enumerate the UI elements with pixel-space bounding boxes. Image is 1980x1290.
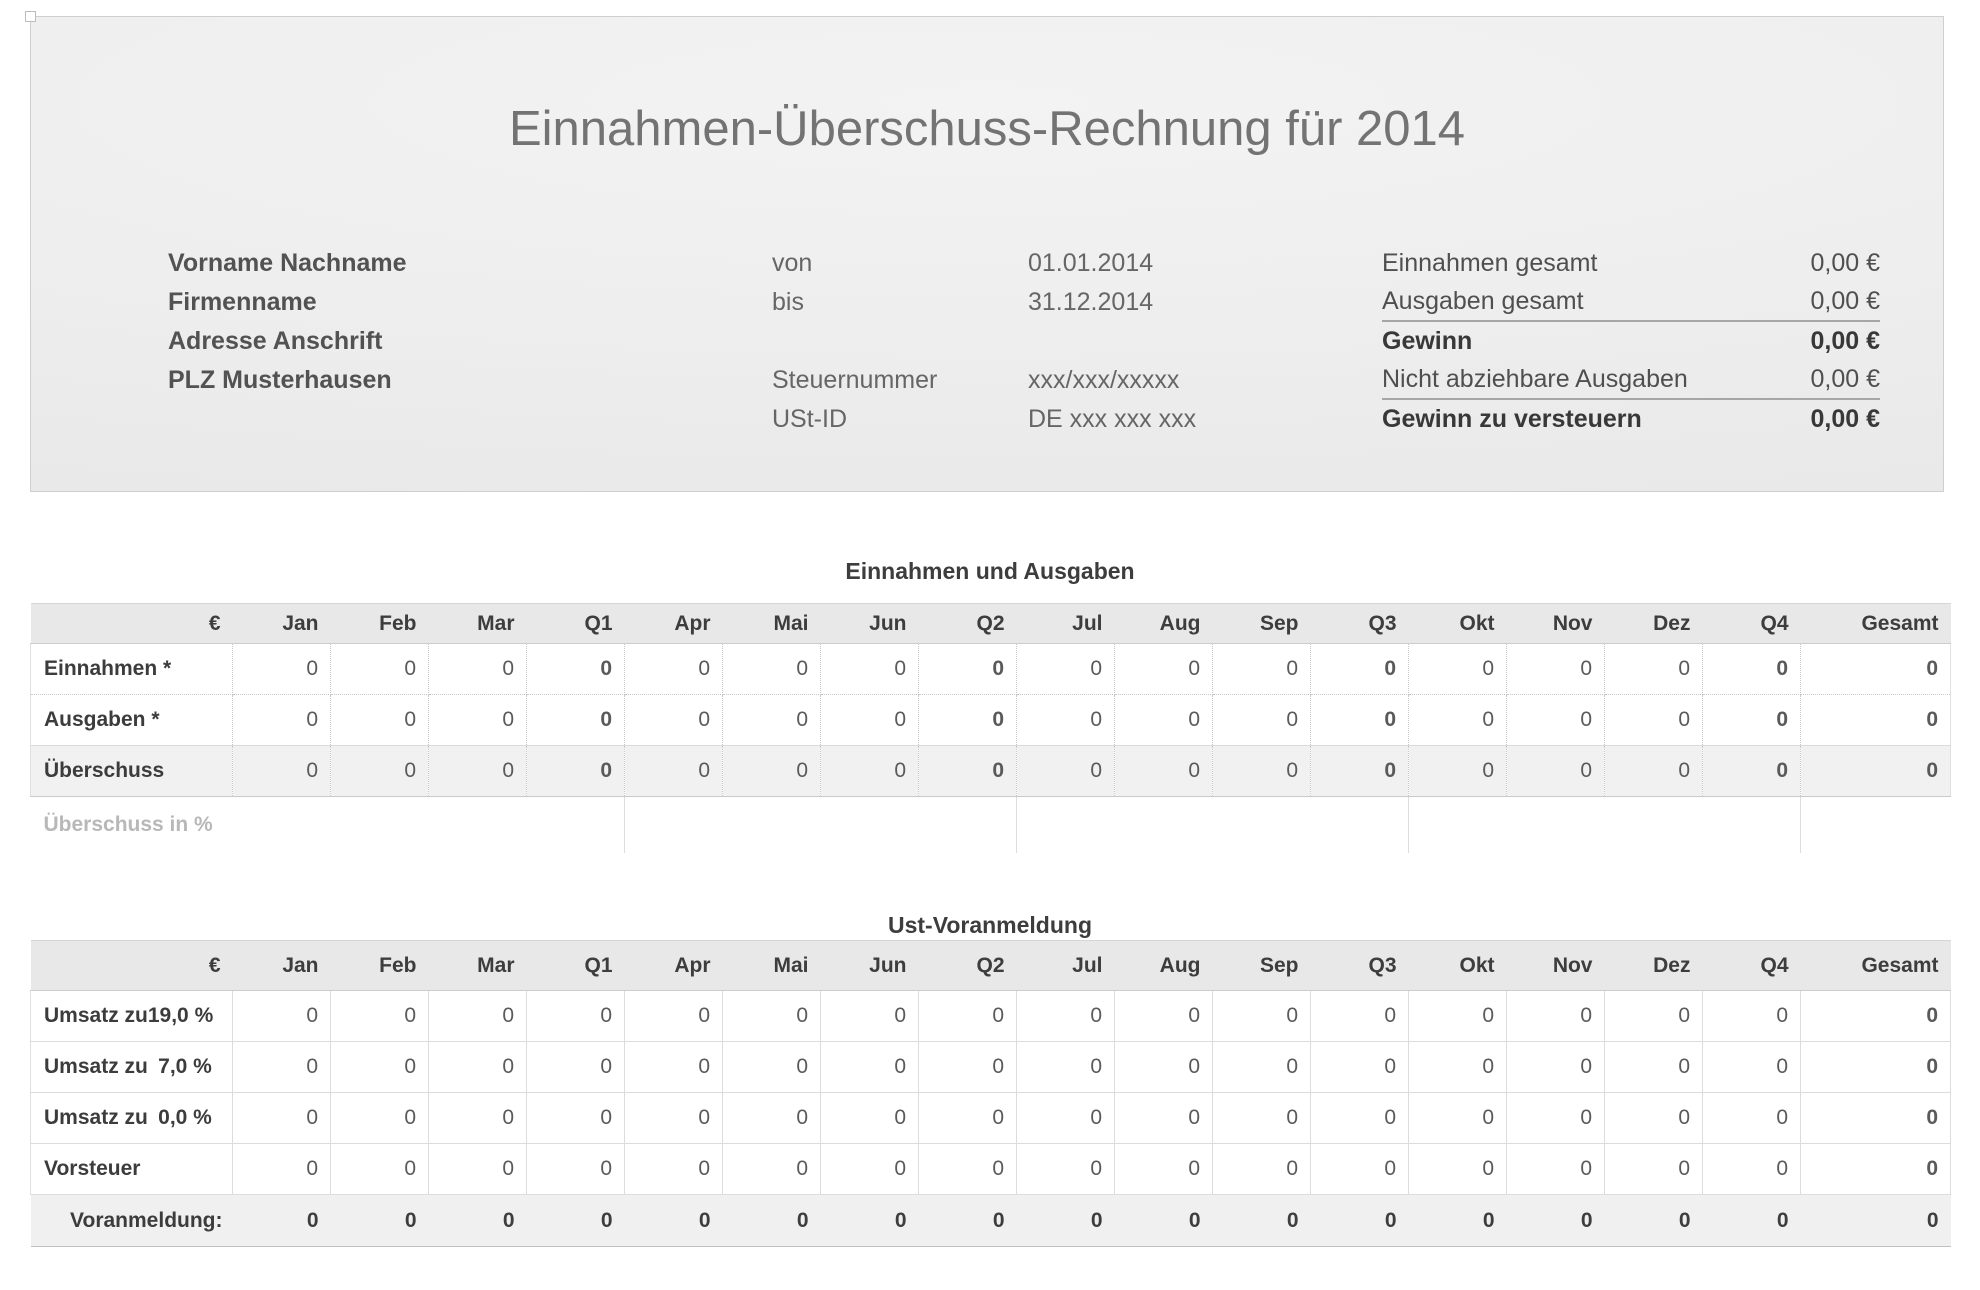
euro-column-header[interactable]: € xyxy=(31,604,233,644)
identity-block xyxy=(168,244,407,400)
cell[interactable]: 0 xyxy=(233,644,331,695)
column-header[interactable]: Sep xyxy=(1213,941,1311,991)
cell[interactable]: 0 xyxy=(919,644,1017,695)
cell[interactable] xyxy=(723,797,821,854)
cell[interactable]: 0 xyxy=(233,1195,331,1247)
cell[interactable]: 0 xyxy=(1213,644,1311,695)
column-header[interactable]: Nov xyxy=(1507,604,1605,644)
cell[interactable]: 0 xyxy=(1017,1093,1115,1144)
total-row-label[interactable]: Voranmeldung: xyxy=(31,1195,233,1247)
row-label-percent: 19,0 % xyxy=(147,1004,214,1027)
row-label-text: Umsatz zu xyxy=(44,1106,148,1129)
cell[interactable]: 0 xyxy=(1409,991,1507,1042)
column-header[interactable]: Q1 xyxy=(527,941,625,991)
cell[interactable]: 0 xyxy=(1507,1195,1605,1247)
column-header[interactable]: Q2 xyxy=(919,941,1017,991)
cell[interactable]: 0 xyxy=(821,644,919,695)
cell[interactable]: 0 xyxy=(1801,695,1951,746)
cell[interactable]: 0 xyxy=(1605,644,1703,695)
identity-row xyxy=(168,361,407,400)
cell[interactable]: 0 xyxy=(1311,1195,1409,1247)
cell[interactable]: 0 xyxy=(1017,1144,1115,1195)
euro-column-header[interactable]: € xyxy=(31,941,233,991)
cell[interactable]: 0 xyxy=(1017,746,1115,797)
cell[interactable]: 0 xyxy=(429,644,527,695)
cell[interactable]: 0 xyxy=(1507,1144,1605,1195)
cell[interactable] xyxy=(1507,797,1605,854)
column-header[interactable]: Feb xyxy=(331,941,429,991)
income-table-title: Einnahmen und Ausgaben xyxy=(845,558,1135,584)
period-label: Steuernummer xyxy=(772,366,938,394)
summary-row xyxy=(1382,322,1880,361)
period-label: USt-ID xyxy=(772,405,847,433)
column-header[interactable]: Jun xyxy=(821,941,919,991)
cell[interactable] xyxy=(527,797,625,854)
table-row xyxy=(31,1144,1951,1195)
identity-row xyxy=(168,244,407,283)
cell[interactable]: 0 xyxy=(1017,695,1115,746)
cell[interactable]: 0 xyxy=(233,695,331,746)
column-header[interactable]: Jul xyxy=(1017,941,1115,991)
cell[interactable]: 0 xyxy=(1605,1144,1703,1195)
row-label-text: Umsatz zu xyxy=(44,1004,148,1027)
identity-cell[interactable]: Vorname Nachname xyxy=(168,249,407,277)
row-label[interactable] xyxy=(31,1144,233,1195)
cell[interactable]: 0 xyxy=(821,1093,919,1144)
cell[interactable] xyxy=(1017,797,1115,854)
summary-value[interactable]: 0,00 € xyxy=(1810,405,1880,433)
cell[interactable]: 0 xyxy=(1213,695,1311,746)
cell[interactable]: 0 xyxy=(723,1042,821,1093)
cell[interactable]: 0 xyxy=(1213,1144,1311,1195)
cell[interactable] xyxy=(331,797,429,854)
cell[interactable]: 0 xyxy=(1213,1042,1311,1093)
row-label[interactable]: Einnahmen * xyxy=(31,644,233,695)
cell[interactable]: 0 xyxy=(527,991,625,1042)
identity-row xyxy=(168,322,407,361)
cell[interactable]: 0 xyxy=(527,1093,625,1144)
cell[interactable]: 0 xyxy=(919,1042,1017,1093)
cell[interactable]: 0 xyxy=(1703,1144,1801,1195)
column-header[interactable]: Okt xyxy=(1409,604,1507,644)
cell[interactable]: 0 xyxy=(625,746,723,797)
cell[interactable]: 0 xyxy=(1703,695,1801,746)
cell[interactable] xyxy=(821,797,919,854)
percent-row xyxy=(31,797,1951,854)
summary-value[interactable]: 0,00 € xyxy=(1810,327,1880,355)
cell[interactable]: 0 xyxy=(1115,1042,1213,1093)
cell[interactable]: 0 xyxy=(1507,1093,1605,1144)
period-value[interactable]: xxx/xxx/xxxxx xyxy=(1028,366,1180,394)
income-expenses-table xyxy=(30,603,1951,853)
column-header[interactable]: Sep xyxy=(1213,604,1311,644)
cell[interactable]: 0 xyxy=(1409,644,1507,695)
cell[interactable]: 0 xyxy=(1507,644,1605,695)
summary-value[interactable]: 0,00 € xyxy=(1810,287,1880,315)
cell[interactable]: 0 xyxy=(233,1093,331,1144)
period-row xyxy=(772,361,1196,400)
row-label[interactable] xyxy=(31,1093,233,1144)
table-row xyxy=(31,1042,1951,1093)
cell[interactable]: 0 xyxy=(1801,1093,1951,1144)
resize-handle[interactable] xyxy=(25,11,36,22)
cell[interactable]: 0 xyxy=(821,1042,919,1093)
cell[interactable]: 0 xyxy=(429,991,527,1042)
cell[interactable]: 0 xyxy=(1115,1144,1213,1195)
cell[interactable]: 0 xyxy=(723,1093,821,1144)
cell[interactable]: 0 xyxy=(1605,695,1703,746)
row-label-percent: 7,0 % xyxy=(158,1055,212,1078)
cell[interactable] xyxy=(1801,797,1951,854)
cell[interactable]: 0 xyxy=(1115,695,1213,746)
cell[interactable]: 0 xyxy=(1507,746,1605,797)
period-row xyxy=(772,244,1196,283)
cell[interactable]: 0 xyxy=(919,1195,1017,1247)
column-header[interactable]: Q4 xyxy=(1703,941,1801,991)
identity-row xyxy=(168,283,407,322)
cell[interactable]: 0 xyxy=(625,1195,723,1247)
cell[interactable]: 0 xyxy=(625,1093,723,1144)
summary-row xyxy=(1382,244,1880,283)
cell[interactable]: 0 xyxy=(1605,991,1703,1042)
column-header[interactable]: Mai xyxy=(723,604,821,644)
period-value[interactable]: 31.12.2014 xyxy=(1028,288,1154,316)
period-label: von xyxy=(772,249,813,277)
vat-table-title: Ust-Voranmeldung xyxy=(887,912,1093,938)
cell[interactable]: 0 xyxy=(723,1195,821,1247)
summary-block xyxy=(1382,244,1880,439)
row-label-percent: 0,0 % xyxy=(158,1106,212,1129)
cell[interactable] xyxy=(429,797,527,854)
cell[interactable]: 0 xyxy=(1311,991,1409,1042)
cell[interactable]: 0 xyxy=(1115,746,1213,797)
cell[interactable]: 0 xyxy=(527,1195,625,1247)
cell[interactable]: 0 xyxy=(919,991,1017,1042)
cell[interactable]: 0 xyxy=(331,746,429,797)
cell[interactable] xyxy=(1311,797,1409,854)
cell[interactable]: 0 xyxy=(1213,991,1311,1042)
row-label[interactable]: Ausgaben * xyxy=(31,695,233,746)
cell[interactable]: 0 xyxy=(1801,1144,1951,1195)
cell[interactable]: 0 xyxy=(233,1144,331,1195)
identity-cell[interactable]: Firmenname xyxy=(168,288,317,316)
summary-label: Nicht abziehbare Ausgaben xyxy=(1382,365,1688,393)
cell[interactable]: 0 xyxy=(1703,991,1801,1042)
column-header[interactable]: Q3 xyxy=(1311,941,1409,991)
cell[interactable]: 0 xyxy=(1605,1093,1703,1144)
cell[interactable] xyxy=(625,797,723,854)
cell[interactable]: 0 xyxy=(527,644,625,695)
cell[interactable] xyxy=(1213,797,1311,854)
cell[interactable]: 0 xyxy=(1311,1093,1409,1144)
period-row xyxy=(772,322,1196,361)
column-header[interactable]: Okt xyxy=(1409,941,1507,991)
cell[interactable]: 0 xyxy=(1801,1195,1951,1247)
cell[interactable]: 0 xyxy=(429,1042,527,1093)
cell[interactable]: 0 xyxy=(331,1144,429,1195)
column-header[interactable]: Mar xyxy=(429,941,527,991)
header-box xyxy=(30,16,1944,492)
cell[interactable]: 0 xyxy=(821,746,919,797)
row-label[interactable] xyxy=(31,1042,233,1093)
cell[interactable]: 0 xyxy=(1115,1093,1213,1144)
cell[interactable]: 0 xyxy=(1409,695,1507,746)
cell[interactable]: 0 xyxy=(919,746,1017,797)
cell[interactable]: 0 xyxy=(331,1195,429,1247)
summary-label: Gewinn zu versteuern xyxy=(1382,405,1642,433)
cell[interactable]: 0 xyxy=(429,695,527,746)
cell[interactable]: 0 xyxy=(1213,1093,1311,1144)
cell[interactable]: 0 xyxy=(1605,1195,1703,1247)
cell[interactable] xyxy=(1703,797,1801,854)
cell[interactable]: 0 xyxy=(1801,644,1951,695)
period-row xyxy=(772,400,1196,439)
cell[interactable]: 0 xyxy=(1507,991,1605,1042)
cell[interactable]: 0 xyxy=(1801,746,1951,797)
cell[interactable]: 0 xyxy=(1115,1195,1213,1247)
cell[interactable]: 0 xyxy=(527,695,625,746)
period-row xyxy=(772,283,1196,322)
cell[interactable]: 0 xyxy=(233,746,331,797)
summary-value[interactable]: 0,00 € xyxy=(1810,249,1880,277)
summary-row xyxy=(1382,283,1880,322)
cell[interactable]: 0 xyxy=(1703,1195,1801,1247)
period-value[interactable]: 01.01.2014 xyxy=(1028,249,1154,277)
cell[interactable]: 0 xyxy=(1605,746,1703,797)
cell[interactable]: 0 xyxy=(919,1093,1017,1144)
cell[interactable]: 0 xyxy=(429,1093,527,1144)
cell[interactable] xyxy=(1115,797,1213,854)
cell[interactable]: 0 xyxy=(1115,991,1213,1042)
cell[interactable]: 0 xyxy=(625,695,723,746)
table-row xyxy=(31,991,1951,1042)
page-title: Einnahmen-Überschuss-Rechnung für 2014 xyxy=(508,102,1466,156)
cell[interactable]: 0 xyxy=(723,991,821,1042)
cell[interactable] xyxy=(1605,797,1703,854)
column-header[interactable]: Mai xyxy=(723,941,821,991)
column-header[interactable]: Mar xyxy=(429,604,527,644)
column-header[interactable]: Gesamt xyxy=(1801,604,1951,644)
cell[interactable]: 0 xyxy=(821,1195,919,1247)
column-header[interactable]: Jun xyxy=(821,604,919,644)
cell[interactable]: 0 xyxy=(625,644,723,695)
column-header[interactable]: Aug xyxy=(1115,604,1213,644)
cell[interactable]: 0 xyxy=(821,695,919,746)
cell[interactable]: 0 xyxy=(1409,746,1507,797)
period-block xyxy=(772,244,1196,439)
cell[interactable]: 0 xyxy=(1409,1093,1507,1144)
cell[interactable]: 0 xyxy=(1801,991,1951,1042)
cell[interactable]: 0 xyxy=(1311,644,1409,695)
row-label-text: Umsatz zu xyxy=(44,1055,148,1078)
column-header[interactable]: Q3 xyxy=(1311,604,1409,644)
cell[interactable]: 0 xyxy=(723,1144,821,1195)
identity-cell[interactable]: Adresse Anschrift xyxy=(168,327,383,355)
cell[interactable]: 0 xyxy=(331,695,429,746)
cell[interactable]: 0 xyxy=(1017,1195,1115,1247)
summary-value[interactable]: 0,00 € xyxy=(1810,365,1880,393)
cell[interactable]: 0 xyxy=(1605,1042,1703,1093)
cell[interactable]: 0 xyxy=(331,1093,429,1144)
column-header[interactable]: Apr xyxy=(625,604,723,644)
summary-row xyxy=(1382,400,1880,439)
cell[interactable]: 0 xyxy=(723,644,821,695)
cell[interactable]: 0 xyxy=(821,1144,919,1195)
cell[interactable]: 0 xyxy=(1017,644,1115,695)
cell[interactable] xyxy=(919,797,1017,854)
identity-cell[interactable]: PLZ Musterhausen xyxy=(168,366,392,394)
cell[interactable]: 0 xyxy=(527,746,625,797)
cell[interactable]: 0 xyxy=(1703,1042,1801,1093)
header-row xyxy=(31,941,1951,991)
cell[interactable]: 0 xyxy=(1311,1042,1409,1093)
cell[interactable]: 0 xyxy=(1409,1144,1507,1195)
summary-label: Gewinn xyxy=(1382,327,1473,355)
column-header[interactable]: Q1 xyxy=(527,604,625,644)
row-label[interactable] xyxy=(31,991,233,1042)
cell[interactable]: 0 xyxy=(723,695,821,746)
column-header[interactable]: Jan xyxy=(233,604,331,644)
table-row xyxy=(31,746,1951,797)
cell[interactable]: 0 xyxy=(625,1042,723,1093)
column-header[interactable]: Q2 xyxy=(919,604,1017,644)
cell[interactable]: 0 xyxy=(1507,1042,1605,1093)
column-header[interactable]: Jul xyxy=(1017,604,1115,644)
cell[interactable]: 0 xyxy=(1213,1195,1311,1247)
table-row xyxy=(31,695,1951,746)
cell[interactable]: 0 xyxy=(1409,1195,1507,1247)
cell[interactable]: 0 xyxy=(331,1042,429,1093)
header-row xyxy=(31,604,1951,644)
row-label: Überschuss in % xyxy=(43,813,213,836)
cell[interactable]: 0 xyxy=(1017,991,1115,1042)
cell[interactable]: 0 xyxy=(527,1144,625,1195)
cell[interactable]: 0 xyxy=(429,746,527,797)
cell[interactable]: 0 xyxy=(1703,1093,1801,1144)
cell[interactable]: 0 xyxy=(429,1195,527,1247)
cell[interactable]: 0 xyxy=(1703,644,1801,695)
period-value[interactable]: DE xxx xxx xxx xyxy=(1028,405,1197,433)
cell[interactable] xyxy=(233,797,331,854)
cell[interactable]: 0 xyxy=(1311,746,1409,797)
cell[interactable]: 0 xyxy=(527,1042,625,1093)
cell[interactable] xyxy=(1409,797,1507,854)
column-header[interactable]: Q4 xyxy=(1703,604,1801,644)
column-header[interactable]: Feb xyxy=(331,604,429,644)
column-header[interactable]: Gesamt xyxy=(1801,941,1951,991)
cell[interactable]: 0 xyxy=(625,991,723,1042)
table-row xyxy=(31,644,1951,695)
row-label[interactable]: Überschuss xyxy=(31,746,233,797)
cell[interactable]: 0 xyxy=(331,644,429,695)
summary-label: Ausgaben gesamt xyxy=(1382,287,1584,315)
cell[interactable]: 0 xyxy=(919,695,1017,746)
column-header[interactable]: Aug xyxy=(1115,941,1213,991)
summary-label: Einnahmen gesamt xyxy=(1382,249,1598,277)
cell[interactable]: 0 xyxy=(919,1144,1017,1195)
cell[interactable]: 0 xyxy=(1311,695,1409,746)
cell[interactable]: 0 xyxy=(1801,1042,1951,1093)
cell[interactable]: 0 xyxy=(1507,695,1605,746)
cell[interactable]: 0 xyxy=(1703,746,1801,797)
column-header[interactable]: Dez xyxy=(1605,941,1703,991)
cell[interactable]: 0 xyxy=(429,1144,527,1195)
column-header[interactable]: Apr xyxy=(625,941,723,991)
period-label: bis xyxy=(772,288,804,316)
cell[interactable]: 0 xyxy=(233,1042,331,1093)
cell[interactable]: 0 xyxy=(1311,1144,1409,1195)
total-row xyxy=(31,1195,1951,1247)
summary-row xyxy=(1382,361,1880,400)
cell[interactable]: 0 xyxy=(821,991,919,1042)
column-header[interactable]: Jan xyxy=(233,941,331,991)
vat-advance-return-table xyxy=(30,940,1951,1247)
cell[interactable]: 0 xyxy=(1115,644,1213,695)
column-header[interactable]: Nov xyxy=(1507,941,1605,991)
cell[interactable]: 0 xyxy=(1017,1042,1115,1093)
cell[interactable]: 0 xyxy=(723,746,821,797)
cell[interactable]: 0 xyxy=(233,991,331,1042)
table-row xyxy=(31,1093,1951,1144)
cell[interactable]: 0 xyxy=(331,991,429,1042)
column-header[interactable]: Dez xyxy=(1605,604,1703,644)
row-label-text: Vorsteuer xyxy=(44,1157,141,1180)
cell[interactable]: 0 xyxy=(1409,1042,1507,1093)
cell[interactable]: 0 xyxy=(1213,746,1311,797)
cell[interactable]: 0 xyxy=(625,1144,723,1195)
